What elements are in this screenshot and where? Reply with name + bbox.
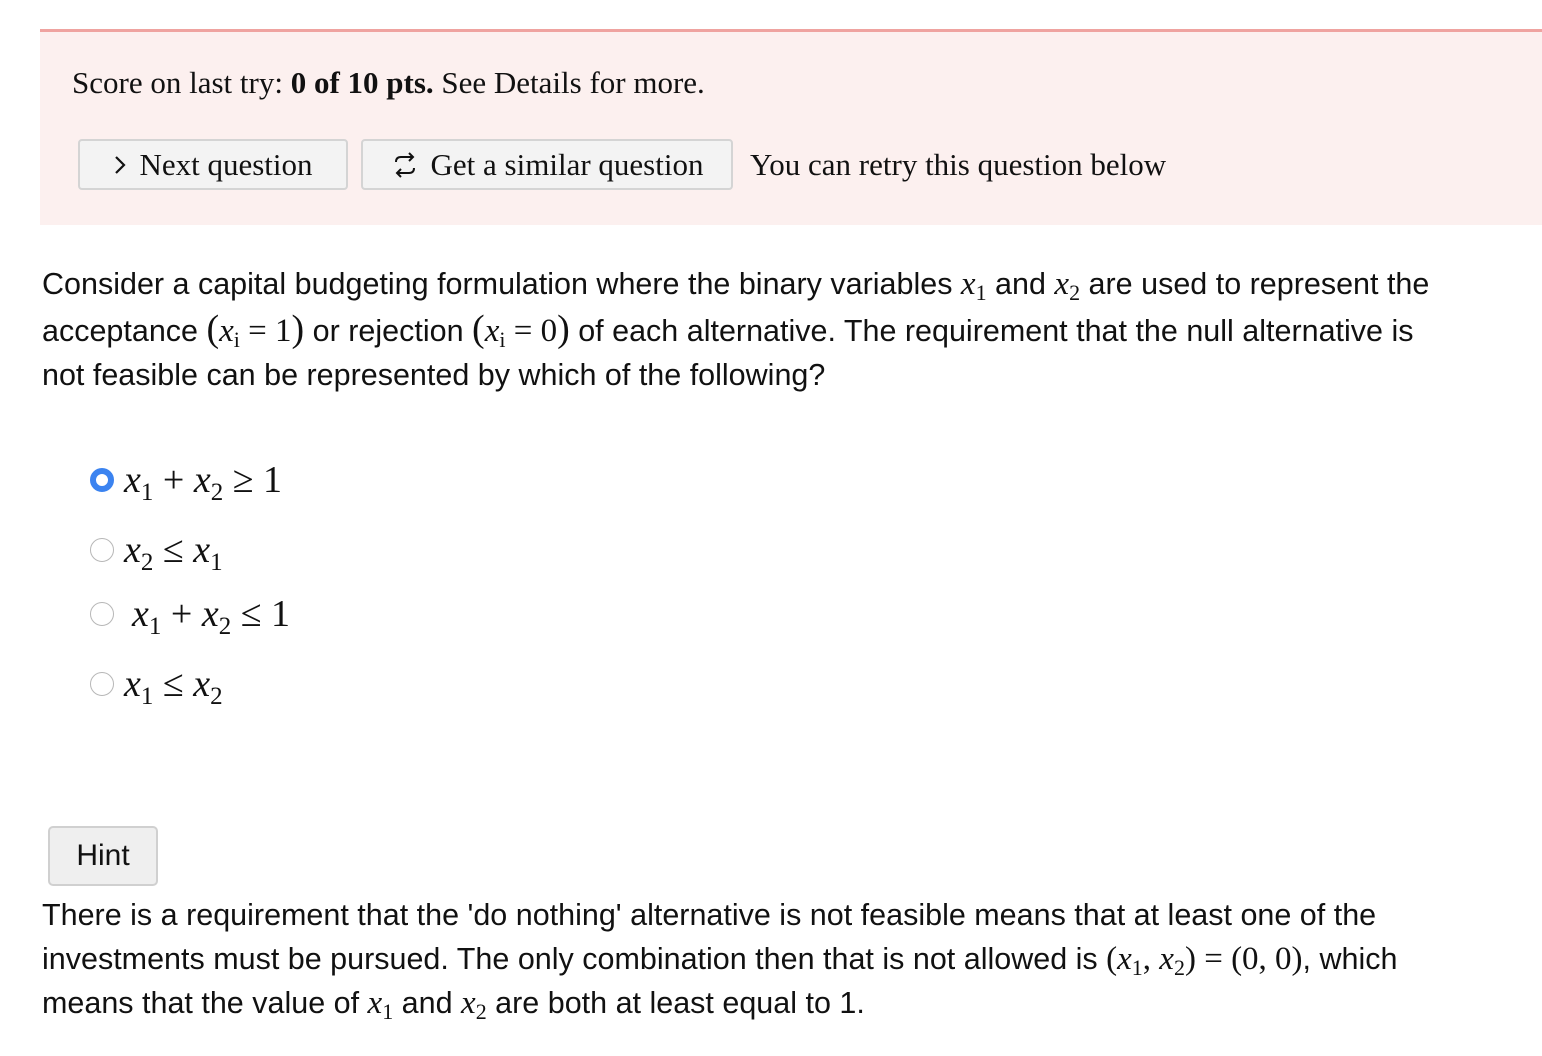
question-text: Consider a capital budgeting formulation where the binary variables $x_1$ and $x_2$ are used to represent the acceptance $(x_i = 1)$ or rejection $(x_i = 0)$ of each alternative. The requirement that the null alternative is not feasible can be represented by which of the following? (42, 266, 1430, 392)
option-2[interactable] (90, 528, 223, 576)
score-value: 0 of 10 pts. (290, 65, 434, 100)
option-expression: $x_2 \le x_1$ (124, 529, 223, 576)
score-suffix: See Details for more. (433, 65, 705, 100)
next-question-label: Next question (139, 146, 313, 182)
retry-message: You can retry this question below (750, 147, 1167, 182)
radio-button[interactable] (90, 672, 114, 696)
similar-question-button[interactable] (361, 139, 733, 190)
radio-button-selected[interactable] (90, 468, 114, 492)
score-prefix: Score on last try: (72, 65, 291, 100)
option-expression: $x_1 + x_2 \ge 1$ (124, 459, 283, 506)
next-question-button[interactable] (78, 139, 348, 190)
hint-text: There is a requirement that the 'do nothing' alternative is not feasible means that at least one of the investments must be pursued. The only combination then that is not allowed is ($x_1$, $x_2) = (0$, 0), which means that the value of $x_1$ and $x_2$ are both at least equal to 1. (42, 898, 1398, 1024)
hint-button[interactable]: Hint (48, 826, 158, 886)
score-banner (40, 29, 1542, 225)
math-x2: $x_2$ (1054, 266, 1081, 305)
score-text (72, 65, 705, 101)
math-xi: $x_i$ (219, 312, 240, 352)
retry-arrows-icon (391, 151, 419, 179)
radio-button[interactable] (90, 538, 114, 562)
option-4[interactable] (90, 662, 223, 710)
option-expression: $x_1 \le x_2$ (124, 663, 223, 710)
chevron-right-icon (113, 154, 127, 176)
similar-question-label: Get a similar question (430, 146, 704, 182)
option-expression: $x_1 + x_2 \le 1$ (132, 593, 291, 640)
option-3[interactable] (90, 592, 291, 640)
math-xi: $x_i$ (484, 312, 506, 352)
option-1[interactable] (90, 458, 283, 506)
radio-button[interactable] (90, 602, 114, 626)
math-x1: $x_1$ (960, 266, 987, 305)
